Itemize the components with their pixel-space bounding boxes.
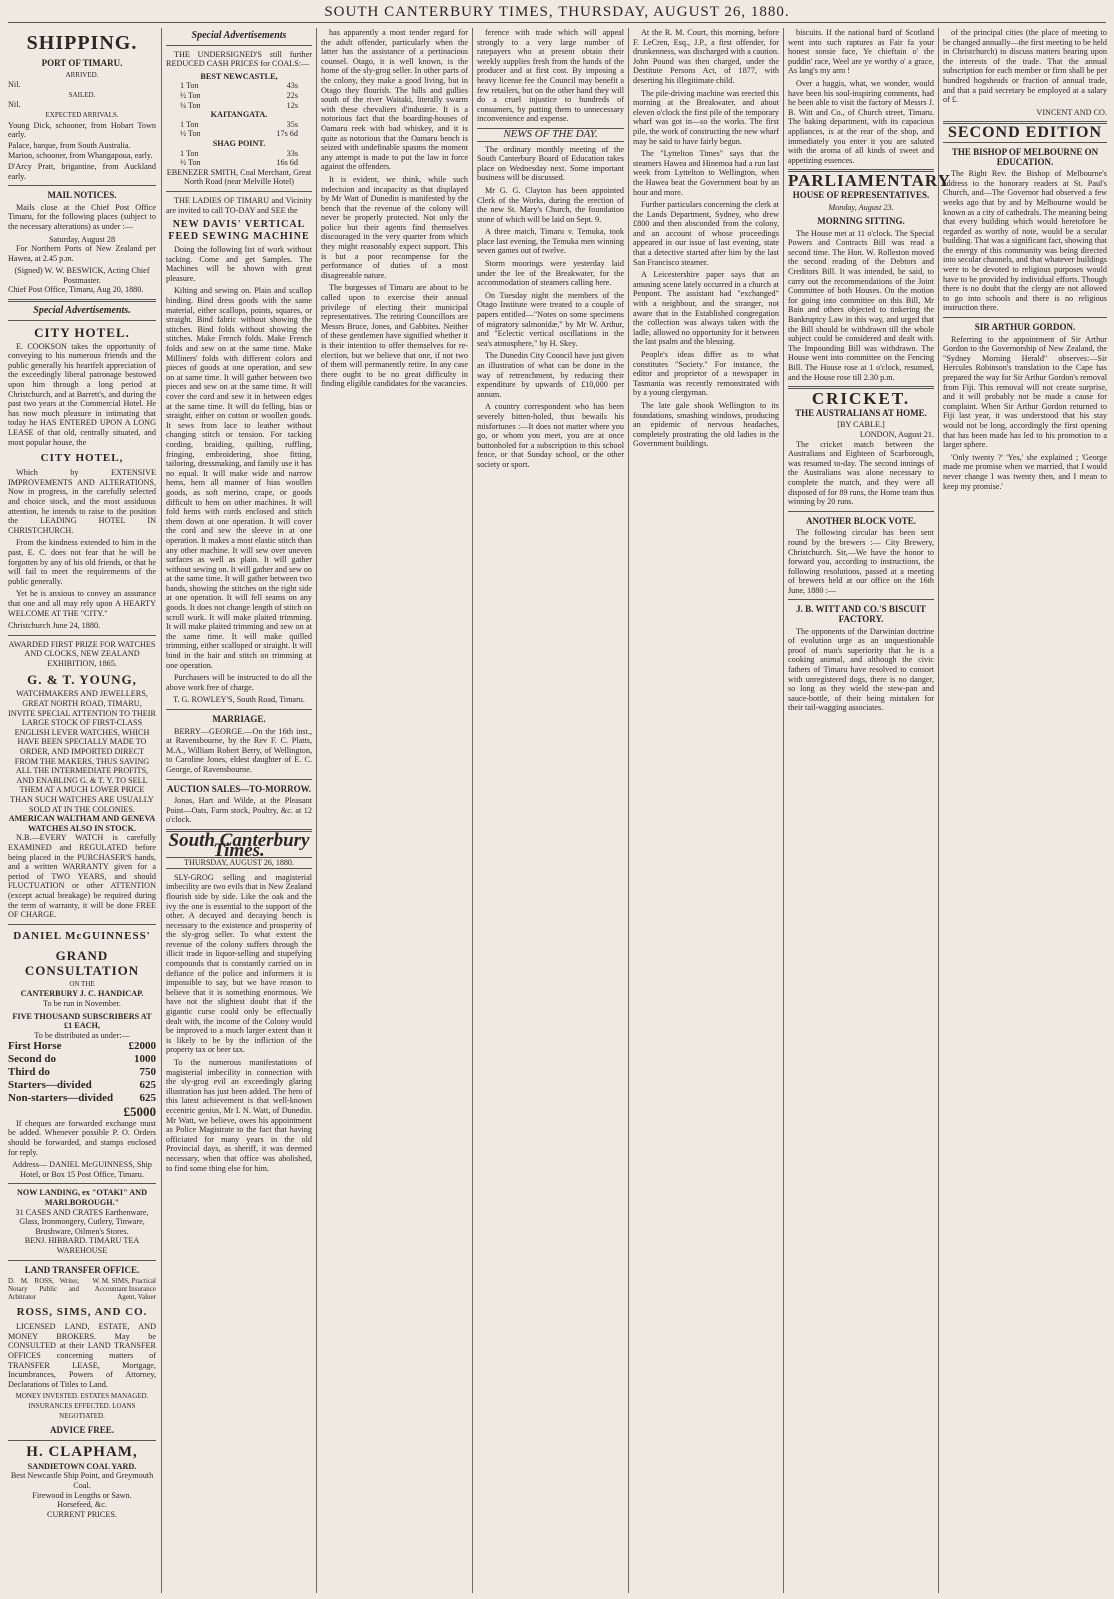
land-partners: D. M. ROSS, Writer, Notary Public and Arbitrator W. M. SIMS, Practical Accountant Insurance Agent, Valuer — [8, 1277, 156, 1302]
coal-row: 1 Ton 35s — [180, 119, 298, 129]
city-hotel-date: Christchurch June 24, 1880. — [8, 621, 101, 631]
coal-row: 1 Ton 33s — [180, 148, 298, 158]
column-divider — [783, 28, 784, 1593]
special-ads-heading-2: Special Advertisements — [191, 30, 287, 41]
consultation-dist: To be distributed as under:— — [34, 1030, 130, 1040]
city-hotel-body-4: Yet he is anxious to convey an assurance that one and all may rely upon A HEARTY WELCOME AT THE "CITY." — [8, 589, 156, 618]
prize-total: £5000 — [123, 1104, 156, 1120]
col5-paragraph: A Leicestershire paper says that an amusing scene lately occurred in a church at Penpont. The assistant had "exchanged" with a neighbour, and the stranger, not aware that in the Established congregation the collection was always taken with the ladle, allowed no opportunity for it between the last psalm and the blessing. — [633, 270, 779, 347]
clapham-name: H. CLAPHAM, — [26, 1443, 138, 1460]
cricket-heading: CRICKET. — [811, 389, 911, 409]
sailed-label: SAILED. — [68, 90, 96, 99]
masthead-rule — [8, 22, 1106, 23]
col7-signature: VINCENT AND CO. — [1036, 107, 1107, 117]
coal-row: ½ Ton 16s 6d — [180, 158, 298, 168]
column-3 — [321, 28, 468, 1593]
column-6 — [788, 28, 951, 1593]
city-hotel-name: CITY HOTEL, — [40, 452, 124, 465]
clapham-yard: SANDIETOWN COAL YARD. — [27, 1461, 137, 1471]
col5-paragraph: People's ideas differ as to what constitutes "Society." For instance, the editor and proprietor of a newspaper in Tasmania was recently remonstrated with by a young clergyman. — [633, 350, 779, 398]
coal-kaitangata: KAITANGATA. — [210, 110, 268, 120]
young-award: AWARDED FIRST PRIZE FOR WATCHES AND CLOCKS, NEW ZEALAND EXHIBITION, 1865. — [8, 639, 156, 668]
mail-line-2: For Northern Ports of New Zealand per Hawea, at 2.45 p.m. — [8, 244, 156, 263]
clapham-body-2: Firewood in Lengths or Sawn. — [32, 1490, 132, 1500]
news-item: A country correspondent who has been severely bitten-holed, thus bewails his misfortunes :—It does not matter where you go, or whom you meet, you are at once buttonholed for a subscription to this school fence, or that Sunday school, or the other society or sport. — [477, 402, 624, 469]
coal-row: ½ Ton 22s — [180, 90, 298, 100]
land-money: MONEY INVESTED. ESTATES MANAGED. INSURANCES EFFECTED. LOANS NEGOTIATED. — [15, 1392, 149, 1420]
column-divider — [316, 28, 317, 1593]
col7-paragraph-1: of the principal cities (the place of meeting to be changed annually—the first meeting to be held in Christchurch) to discuss matters bearing upon the interests of the trade. That the annual subscription for each member or firm shall be per hundred hogsheads or fraction of annual trade, and that a paid secretary be employed at a salary of £. — [943, 28, 1107, 105]
otaki-body: 31 CASES AND CRATES Earthenware, Glass, Ironmongery, Cutlery, Tinware, Brushware, Oilmen's Stores. — [15, 1207, 149, 1236]
sailed-value: Nil. — [8, 100, 21, 110]
prize-row: Starters—divided 625 — [8, 1079, 156, 1092]
col6-paragraph-2: Over a haggis, what, we wonder, would have been his soul-inspiring comments, had he been able to visit the factory of Messrs J. B. Witt and Co., of Church street, Timaru. The baking department, with its capacious appliances, is at the rear of the shop, and immediately you enter it you are saluted with the aroma of all kinds of sweet and appetizing essences. — [788, 78, 934, 165]
col5-paragraph: At the R. M. Court, this morning, before F. LeCren, Esq., J.P., a first offender, for drunkenness, was discharged with a caution. John Pound was then charged, under the Destitute Persons Act, of 1877, with deserting his illegitimate child. — [633, 28, 779, 85]
gordon-body: Referring to the appointment of Sir Arthur Gordon to the Governorship of New Zealand, the "Sydney Morning Herald" observes:—Sir Hercules Robinson's translation to the Cape has prepared the way for Sir Arthur Gordon's removal from Fiji. This removal will not create surprise, and it will probably not be made a cause for complaint. When Sir Arthur Gordon returned to Fiji last year, it was understood that his stay would not be long, accordingly the first opening that has been made has led to his promotion to a larger sphere. — [943, 334, 1107, 450]
expected-3: Marion, schooner, from Whangapoua, early. — [8, 151, 153, 161]
auction-heading: AUCTION SALES—TO-MORROW. — [166, 783, 312, 794]
bishop-body: The Right Rev. the Bishop of Melbourne's address to the honorary readers at St. Paul's Church, and—The Governor had observed a few weeks ago that by and by Melbourne would be known as a city of cathedrals. The meaning being that every building which would heretofore be regarded as worthy of note, would be a secular building. That was a significant fact, showing that the energy of this community was being directed into secular channels, and that whatever buildings were to be devoted to religious purposes would have to be provided by individual efforts. Though there is no doubt that the clergy are not allowed to go into schools and there is no religious instruction there. — [943, 169, 1107, 313]
ladies-machine: NEW DAVIS' VERTICAL FEED SEWING MACHINE — [168, 219, 310, 243]
expected-label: EXPECTED ARRIVALS. — [45, 110, 119, 119]
city-hotel-heading: CITY HOTEL. — [34, 324, 130, 340]
column-5 — [633, 28, 779, 1593]
expected-1: Young Dick, schooner, from Hobart Town early. — [8, 120, 156, 140]
biscuit-factory-body: The opponents of the Darwinian doctrine of evolution urge as an unquestionable proof of man's superiority that he is a cooking animal, and although the civic fathers of Timaru have resolved to consort with unregistered dogs, there is no danger, so long as they wield the stew-pan and sauce-bottle, of their being mistaken for their tail-wagging associates. — [788, 626, 934, 713]
leader-paragraph-2: To the numerous manifestations of magisterial imbecility in connection with the sly-grog evil an exceedingly glaring illustration has just been added. The hero of this latest achievement is that well-known eccentric genius, Mr I. N. Watt, of Dunedin. Mr Watt, we believe, owes his appointment as Police Magistrate to the fact that having officiated for many years in the old Provincial days, as sheriff, it was deemed necessary, when that office was abolished, to find some thing else for him. — [166, 1058, 312, 1173]
news-item: Mr G. G. Clayton has been appointed Clerk of the Works, during the erection of the new St. Mary's Church, the foundation stone of which will be laid on Sept. 9. — [477, 185, 624, 224]
city-hotel-body: E. COOKSON takes the opportunity of conveying to his numerous friends and the public generally his heartfelt appreciation of the exceedingly liberal patronage bestowed upon him through a long period at Christchurch, and at Barrett's, and during the past two years at the Commercial Hotel. He has now much pleasure in intimating that today he HAS ENTERED UPON A LONG LEASE of that old, centrally situated, and most popular house, the — [8, 341, 156, 447]
consultation-event: CANTERBURY J. C. HANDICAP. — [20, 989, 144, 999]
col3-paragraph-2: It is evident, we think, while such indecision and incapacity as that displayed by Mr Watt of Dunedin is manifested by the bench that the revenue of the colony will never be properly protected. Not only the police but their agents find themselves discouraged in the very quarter from which they might reasonably expect support. This is but a poor recompense for the performance of duties of a most disagreeable nature. — [321, 174, 468, 280]
port-heading: PORT OF TIMARU. — [41, 58, 123, 68]
young-name: G. & T. YOUNG, — [27, 672, 137, 688]
column-divider — [161, 28, 162, 1593]
column-divider — [628, 28, 629, 1593]
consultation-subs: FIVE THOUSAND SUBSCRIBERS AT £1 EACH, — [12, 1011, 152, 1031]
auction-body: Jonas, Hart and Wilde, at the Pleasant Point—Oats, Farm stock, Poultry, &c. at 12 o'clock. — [166, 796, 312, 825]
ladies-body: Doing the following list of work without tacking. Come and get Samples. The Machines will be shown with great pleasure. — [166, 245, 312, 283]
ladies-signature: T. G. ROWLEY'S, South Road, Timaru. — [173, 695, 305, 705]
marriage-heading: MARRIAGE. — [212, 714, 266, 724]
column-1 — [8, 28, 156, 1593]
news-of-the-day-heading: NEWS OF THE DAY. — [477, 128, 624, 142]
ladies-footer: Purchasers will be instructed to do all the above work free of charge. — [166, 673, 312, 692]
consultation-address: Address— DANIEL McGUINNESS, Ship Hotel, or Box 15 Post Office, Timaru. — [12, 1160, 152, 1179]
parliament-body: The House met at 11 o'clock. The Special Powers and Contracts Bill was read a second time. The Hon. W. Rolleston moved the second reading of the Debtors and Creditors Bill. It was intended, he said, to carry out the recommendations of the Joint Committee of both Houses. On the motion for going into committee on this Bill, Mr Bain and others objected to tinkering the Bankruptcy Law in this way, and urged that the Bill should be withdrawn till the whole subject could be considered and dealt with. The Impounding Bill was withdrawn. The House went into committee on the Fencing Bill. The House rose at 1 o'clock, resumed, and the House rose till 2.30 p.m. — [788, 228, 934, 382]
land-body: LICENSED LAND, ESTATE, AND MONEY BROKERS. May be CONSULTED at their LAND TRANSFER OFFICES concerning matters of TRANSFER LEASE, Mortgage, Incumbrances, Powers of Attorney, Declarations of Titles to Land. — [8, 1322, 156, 1389]
land-advice: ADVICE FREE. — [49, 1425, 114, 1436]
mcguinness-name: DANIEL McGUINNESS' — [13, 929, 151, 942]
col5-paragraph: The late gale shook Wellington to its foundations, smashing windows, producing an epidemic of nervous headaches, completely prostrating the old ladies in the Government buildings. — [633, 400, 779, 449]
coal-shag-point: SHAG POINT. — [212, 138, 266, 148]
arrived-label: ARRIVED. — [65, 70, 99, 79]
block-vote-heading: ANOTHER BLOCK VOTE. — [806, 515, 916, 526]
coal-signature: EBENEZER SMITH, Coal Merchant, Great North Road (near Melville Hotel) — [166, 167, 312, 187]
mail-heading: MAIL NOTICES. — [47, 190, 117, 201]
block-vote-body: The following circular has been sent round by the brewers :— City Brewery, Christchurch. Sir,—We have the honor to forward you, according to instructions, the following resolutions, passed at a meeting of brewers held at our office on the 16th June, 1880 :— — [788, 528, 934, 595]
prize-table — [8, 1040, 156, 1105]
column-2 — [166, 28, 312, 1593]
young-body: WATCHMAKERS AND JEWELLERS, GREAT NORTH ROAD, TIMARU, INVITE SPECIAL ATTENTION TO THEIR LARGE STOCK OF FIRST-CLASS ENGLISH LEVER WATCHES, WHICH HAVE BEEN SPECIALLY MADE TO ORDER, AND IMPORTED DIRECT FROM THE MAKERS, THUS SAVING ALL THE INTERMEDIATE PROFITS, AND ENABLING G. & T. Y. TO SELL THEM AT A MUCH LOWER PRICE THAN SUCH WATCHES ARE USUALLY SOLD AT IN THE COLONIES. — [8, 689, 156, 814]
special-ads-heading: Special Advertisements. — [33, 305, 131, 317]
col3-paragraph-3: The burgesses of Timaru are about to be called upon to exercise their annual privilege of electing their municipal representatives. The retiring Councillors are Messrs Bruce, Jones, and Gabbites. Neither of these gentlemen have signified whether it is their intention to offer themselves for re-election, but we believe that one, if not two of them will permanently retire. In any case there ought to be no great difficulty in finding eligible candidates for the vacancies. — [321, 283, 468, 389]
otaki-heading: NOW LANDING, ex "OTAKI" AND MARLBOROUGH." — [16, 1188, 147, 1208]
mail-signature: (Signed) W. W. BESWICK, Acting Chief Postmaster. — [14, 266, 150, 285]
city-hotel-body-3: From the kindness extended to him in the past, E. C. does not fear that he will be forgotten by any of his old friends, or that he will fail to meet the requirements of the public generally. — [8, 538, 156, 586]
nameplate: South Canterbury Times. — [168, 829, 310, 861]
house-heading: HOUSE OF REPRESENTATIVES. — [792, 189, 930, 200]
consultation-footer: If cheques are forwarded exchange must be added. Whenever possible P. O. Orders should be forwarded, and stamps enclosed for reply. — [8, 1118, 156, 1157]
coal-row: ¼ Ton 12s — [180, 100, 298, 110]
land-transfer-heading: LAND TRANSFER OFFICE. — [24, 1264, 140, 1275]
consultation-on: ON THE — [69, 979, 95, 988]
clapham-prices: CURRENT PRICES. — [47, 1509, 117, 1519]
news-item: The ordinary monthly meeting of the South Canterbury Board of Education takes place on Wednesday next. Some important business will be discussed. — [477, 144, 624, 183]
ladies-list: Kilting and sewing on. Plain and scallop binding. Bind dress goods with the same material, either scallops, points, squares, or straight. Bind fabric without showing the stitches. Bind folds without showing the stitches. Make French folds. Make French folds and sew on at the same time. Make Milliners' folds with different colors and pieces of goods at one operation, and sew on at same time. It will gather between two pieces and sew on at the same time. It will cover the cord and sew it in between edges at the same time. It will do felling, bias or straight, either on cotton or woollen goods. It sews from lace to leather without changing stitch or tension. For tacking cording, braiding, quilting, ruffling, fringing, embroidering, shoe fitting, tailoring, dressmaking, and family use it has no equal. It will make wide and narrow hems, hem all manner of bias woollen goods, as soft merino, crape, or goods difficult to hem on other machines. It will fold hems with cords enclosed and stitch them down at one operation. It will cover the cord and sew the sleeve in at one operation. It makes a most elastic stitch than any other machine. It will sew over uneven surfaces as well as plain. It will gather without sewing on. It will gather and sew on at the same time. It will gather between two bands, showing the stitches on the right side at one operation. It will fell seams on any goods. It does not change length of stitch on scroll work. It will make plaited trimming. It will make plaited trimming and sew on at the same time. It will make quilled trimming, either scalloped or straight. It will bind in the hair and stitch on trimming at one operation. — [166, 286, 312, 670]
arrived-value: Nil. — [8, 80, 21, 90]
clapham-horsefeed: Horsefeed, &c. — [57, 1500, 107, 1510]
news-item: A three match, Timaru v. Temuka, took place last evening, the Temuka men winning seven games out of twelve. — [477, 227, 624, 256]
col5-paragraph: The pile-driving machine was erected this morning at the Breakwater, and about eleven o'clock the first pile of the temporary wharf was got in—so the works. The first pile, the work of constructing the new wharf may be said to have fairly begun. — [633, 88, 779, 146]
expected-4: D'Arcy Pratt, brigantine, from Auckland early. — [8, 161, 156, 181]
gordon-heading: SIR ARTHUR GORDON. — [974, 322, 1076, 333]
news-item: Storm moorings were yesterday laid under the lee of the Breakwater, for the accommodation of steamers calling here. — [477, 259, 624, 288]
masthead: SOUTH CANTERBURY TIMES, THURSDAY, AUGUST 26, 1880. — [324, 4, 790, 20]
young-nb: N.B.—EVERY WATCH is carefully EXAMINED and REGULATED before being placed in the PURCHASER'S hands, and a written WARRANTY given for a period of TWO YEARS, and should FLUCTUATION or other ATTENTION (except actual breakage) be required during the term of warranty, it will be done FREE OF CHARGE. — [8, 833, 156, 920]
column-7 — [943, 28, 1107, 1593]
prize-row: First Horse £2000 — [8, 1040, 156, 1053]
morning-sitting-heading: MORNING SITTING. — [817, 216, 905, 227]
coal-newcastle: BEST NEWCASTLE, — [200, 71, 278, 81]
shipping-heading: SHIPPING. — [26, 32, 138, 54]
prize-row: Second do 1000 — [8, 1053, 156, 1066]
consultation-title: GRAND CONSULTATION — [24, 947, 140, 978]
house-date: Monday, August 23. — [828, 202, 894, 212]
city-hotel-body-2: Which by EXTENSIVE IMPROVEMENTS AND ALTERATIONS, Now in progress, in the carefully selected and choice stock, and the most assiduous attention, he intends to raise to the position the LEADING HOTEL IN CHRISTCHURCH. — [8, 468, 156, 535]
ladies-intro: THE LADIES OF TIMARU and Vicinity are invited to call TO-DAY and SEE the — [166, 195, 312, 215]
young-american: AMERICAN WALTHAM AND GENEVA WATCHES ALSO IN STOCK. — [8, 814, 156, 833]
parliamentary-heading: PARLIAMENTARY — [788, 171, 951, 191]
cricket-subheading: THE AUSTRALIANS AT HOME. — [795, 407, 927, 418]
col5-paragraph: Further particulars concerning the clerk at the Lands Department, Sydney, who drew £800 and then absconded from the colony, and an account of whose proceedings appeared in our issue of last evening, state that a detective started after him by the last San Francisco steamer. — [633, 200, 779, 267]
col4-paragraph-1: ference with trade which will appeal strongly to a very large number of ratepayers who at present obtain their weekly supplies fresh from the hands of the producer and at first cost. By imposing a heavy license fee the Council may benefit a few retailers, but on the other hand they will do a cruel injustice to hundreds of consumers, by putting them to unnecessary inconvenience and expense. — [477, 28, 624, 124]
cricket-body: The cricket match between the Australians and Eighteen of Scarborough, was resumed to-day. The second innings of the Australians was alone necessary to complete the match, and they were all disposed of for 89 runs, the Home team thus winning by 20 runs. — [788, 439, 934, 507]
prize-row: Third do 750 — [8, 1066, 156, 1079]
marriage-body: BERRY—GEORGE.—On the 16th inst., at Ravensbourne, by the Rev F. C. Platts, M.A., William Robert Berry, of Wellington, to Caroline Jones, eldest daughter of E. C. George, of Ravensbourne. — [166, 726, 312, 774]
news-item: The Dunedin City Council have just given an illustration of what can be done in the way of retrenchment, by reducing their expenditure by upwards of £10,000 per annum. — [477, 351, 624, 399]
expected-2: Palace, barque, from South Australia. — [8, 140, 131, 150]
col5-paragraph: The "Lyttelton Times" says that the steamers Hawea and Hinemoa had a run last week from Lyttelton to Wellington, when the Hawea beat the Government boat by an hour and more. — [633, 149, 779, 197]
otaki-signature: BENJ. HIBBARD. TIMARU TEA WAREHOUSE — [24, 1236, 140, 1255]
column-divider — [938, 28, 939, 1593]
consultation-run: To be run in November. — [43, 998, 121, 1008]
coal-row: ½ Ton 17s 6d — [180, 129, 298, 139]
mail-date: Chief Post Office, Timaru, Aug 20, 1880. — [8, 285, 144, 295]
column-divider — [472, 28, 473, 1593]
col7-closing: 'Only twenty ?' 'Yes,' she explained ; 'George made me promise when we married, that I would never change I was twenty then, and I mean to keep my promise.' — [943, 452, 1107, 491]
leader-paragraph-1: SLY-GROG selling and magisterial imbecility are two evils that in New Zealand flourish side by side. Like the oak and the ivy the one is essential to the support of the other. A decayed and decaying bench is necessary to the existence and prosperity of the sly-grog seller. To what extent the revenue of the colony suffers through the illicit trade in liquor-selling and stupefying compounds that is constantly carried on in defiance of the police and informers it is impossible to say, but we have reason to believe that it is something enormous. We have not the slightest doubt that if the gigantic curse could only be effectually dealt with, the income of the Colony would be improved to a much larger extent than it is likely to be by the infliction of the property tax or beer tax. — [166, 872, 312, 1055]
biscuit-factory-heading: J. B. WITT AND CO.'S BISCUIT FACTORY. — [796, 604, 926, 625]
col3-paragraph-1: has apparently a most tender regard for the adult offender, particularly when the latter has the assistance of a pertinacious counsel. Otago, it is well known, is the home of the sly-grog seller. In other parts of the colony, they make a good living, but in Otago they flourish. The hills and gullies south of the river Waitaki, literally swarm with these chevaliers d'industrie. It is a notorious fact that the boarding-houses of Oamaru reek with bad whiskey, and it is quite as notorious that the Oamaru bench is seized with undefinable spasms the moment any attempt is made to put the law in force against the offenders. — [321, 28, 468, 172]
mail-line-1: Saturday, August 28 — [48, 234, 116, 244]
column-4 — [477, 28, 624, 1593]
land-firm: ROSS, SIMS, AND CO. — [16, 1306, 148, 1319]
second-edition-heading: SECOND EDITION — [947, 124, 1103, 142]
dateline: THURSDAY, AUGUST 26, 1880. — [166, 857, 312, 869]
cricket-cable: [BY CABLE.] — [837, 420, 885, 430]
coal-row: 1 Ton 43s — [180, 81, 298, 91]
clapham-body: Best Newcastle Ship Point, and Greymouth Coal. — [10, 1471, 154, 1490]
bishop-heading: THE BISHOP OF MELBOURNE ON EDUCATION. — [951, 146, 1099, 167]
prize-row: Non-starters—divided 625 — [8, 1092, 156, 1105]
cricket-dateline: LONDON, August 21. — [859, 429, 934, 439]
col6-paragraph-1: biscuits. If the national bard of Scotland went into such raptures as Fair fa your honest sonsie face, Ye chieftain o' the puddin' race, Weel are ye worthy o' a grace, As lang's my arm ! — [788, 28, 934, 76]
news-item: On Tuesday night the members of the Otago Institute were treated to a couple of papers entitled—"Notes on some specimens of migratory salmonidæ," by Mr W. Arthur, and "Eclectic vertical oscillations in the sea's atmosphere," by H. Skey. — [477, 290, 624, 348]
mail-body: Mails close at the Chief Post Office Timaru, for the following places (subject to the necessary alterations) as under :— — [8, 202, 156, 231]
coal-intro: THE UNDERSIGNED'S still further REDUCED CASH PRICES for COALS:— — [166, 49, 312, 69]
